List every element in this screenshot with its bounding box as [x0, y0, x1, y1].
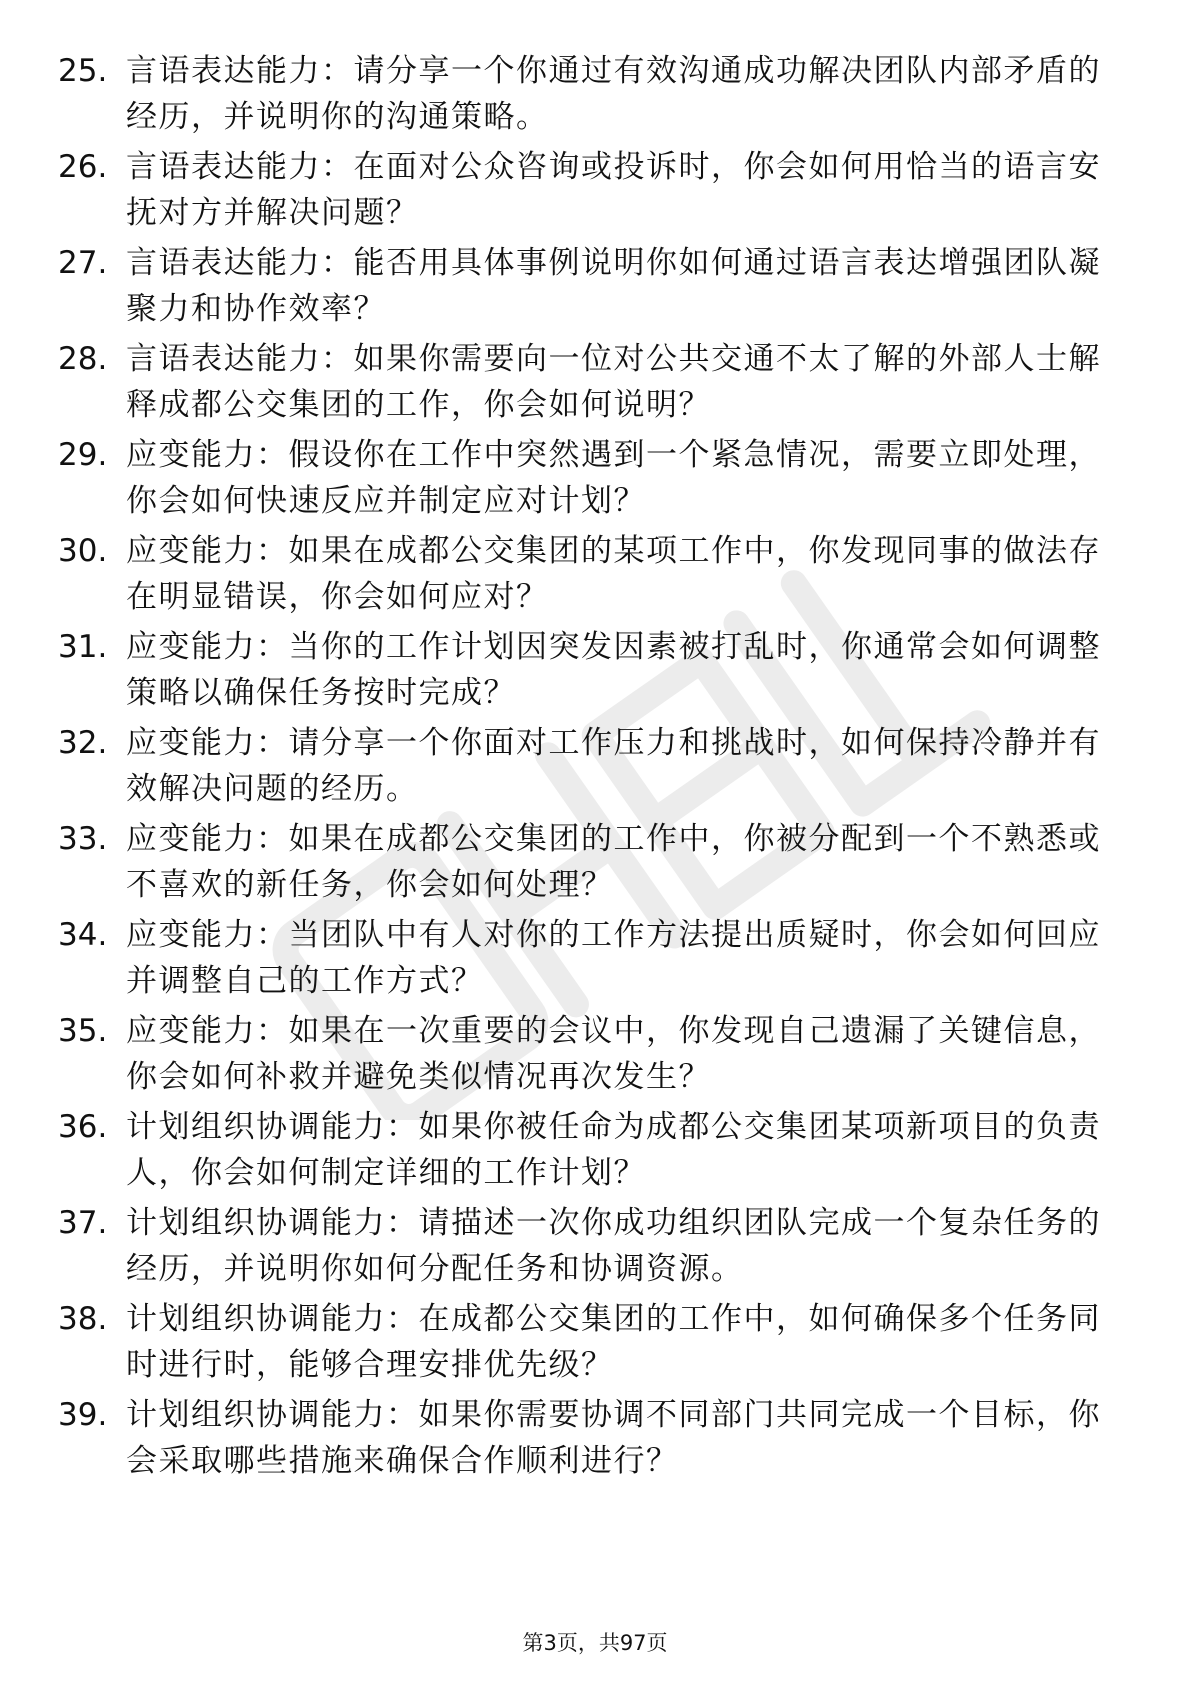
- question-number: 32.: [58, 725, 108, 761]
- question-number: 26.: [58, 149, 108, 185]
- question-text: 应变能力：当你的工作计划因突发因素被打乱时，你通常会如何调整策略以确保任务按时完成？: [126, 629, 1101, 711]
- question-number: 25.: [58, 53, 108, 89]
- list-item: [0, 1008, 1190, 1104]
- question-number: 36.: [58, 1109, 108, 1145]
- question-text: 应变能力：如果在成都公交集团的工作中，你被分配到一个不熟悉或不喜欢的新任务，你会如何处理？: [126, 821, 1101, 903]
- page-number-footer: 第3页，共97页: [522, 1631, 668, 1655]
- question-number: 27.: [58, 245, 108, 281]
- question-text: 应变能力：当团队中有人对你的工作方法提出质疑时，你会如何回应并调整自己的工作方式？: [126, 917, 1101, 999]
- question-number: 34.: [58, 917, 108, 953]
- question-number: 35.: [58, 1013, 108, 1049]
- question-text: 应变能力：假设你在工作中突然遇到一个紧急情况，需要立即处理，你会如何快速反应并制定应对计划？: [126, 437, 1101, 519]
- list-item: [0, 240, 1190, 336]
- list-item: [0, 816, 1190, 912]
- list-item: [0, 336, 1190, 432]
- question-number: 28.: [58, 341, 108, 377]
- list-item: [0, 144, 1190, 240]
- question-number: 33.: [58, 821, 108, 857]
- question-text: 言语表达能力：如果你需要向一位对公共交通不太了解的外部人士解释成都公交集团的工作，你会如何说明？: [126, 341, 1101, 423]
- list-item: [0, 1392, 1190, 1488]
- list-item: [0, 624, 1190, 720]
- question-number: 38.: [58, 1301, 108, 1337]
- question-text: 言语表达能力：请分享一个你通过有效沟通成功解决团队内部矛盾的经历，并说明你的沟通策略。: [126, 53, 1101, 135]
- question-number: 39.: [58, 1397, 108, 1433]
- question-number: 30.: [58, 533, 108, 569]
- list-item: [0, 1296, 1190, 1392]
- list-item: [0, 1104, 1190, 1200]
- question-text: 计划组织协调能力：如果你被任命为成都公交集团某项新项目的负责人，你会如何制定详细的工作计划？: [126, 1109, 1101, 1191]
- list-item: [0, 912, 1190, 1008]
- question-number: 31.: [58, 629, 108, 665]
- question-number: 29.: [58, 437, 108, 473]
- question-text: 应变能力：如果在成都公交集团的某项工作中，你发现同事的做法存在明显错误，你会如何应对？: [126, 533, 1101, 615]
- question-text: 言语表达能力：能否用具体事例说明你如何通过语言表达增强团队凝聚力和协作效率？: [126, 245, 1101, 327]
- list-item: [0, 1200, 1190, 1296]
- list-item: [0, 432, 1190, 528]
- question-text: 计划组织协调能力：如果你需要协调不同部门共同完成一个目标，你会采取哪些措施来确保合作顺利进行？: [126, 1397, 1101, 1479]
- question-text: 应变能力：如果在一次重要的会议中，你发现自己遗漏了关键信息，你会如何补救并避免类似情况再次发生？: [126, 1013, 1101, 1095]
- list-item: [0, 528, 1190, 624]
- list-item: [0, 720, 1190, 816]
- list-item: [0, 48, 1190, 144]
- question-text: 计划组织协调能力：请描述一次你成功组织团队完成一个复杂任务的经历，并说明你如何分配任务和协调资源。: [126, 1205, 1101, 1287]
- question-number: 37.: [58, 1205, 108, 1241]
- question-text: 言语表达能力：在面对公众咨询或投诉时，你会如何用恰当的语言安抚对方并解决问题？: [126, 149, 1101, 231]
- question-text: 应变能力：请分享一个你面对工作压力和挑战时，如何保持冷静并有效解决问题的经历。: [126, 725, 1101, 807]
- question-text: 计划组织协调能力：在成都公交集团的工作中，如何确保多个任务同时进行时，能够合理安排优先级？: [126, 1301, 1101, 1383]
